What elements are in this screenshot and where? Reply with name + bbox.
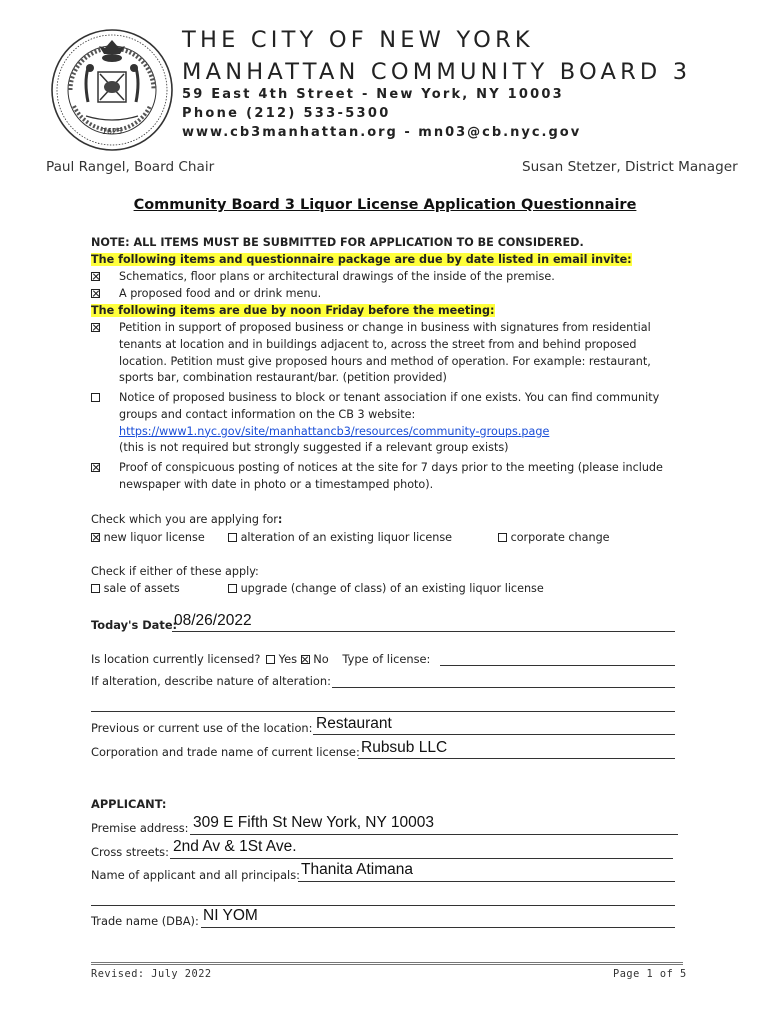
header-phone: Phone (212) 533-5300: [182, 106, 391, 121]
footer-divider-2: [91, 964, 683, 965]
premise-value: 309 E Fifth St New York, NY 10003: [193, 814, 434, 831]
applicant-name-label: Name of applicant and all principals:: [91, 868, 300, 882]
header-board: MANHATTAN COMMUNITY BOARD 3: [182, 59, 692, 85]
alteration-label: If alteration, describe nature of alteration:: [91, 674, 331, 688]
no-checkbox[interactable]: [301, 655, 310, 664]
previous-use-label: Previous or current use of the location:: [91, 721, 313, 735]
seal-year: 1625: [101, 127, 123, 136]
date-label: Today's Date:: [91, 618, 178, 632]
header-web: www.cb3manhattan.org - mn03@cb.nyc.gov: [182, 125, 582, 140]
corp-name-field[interactable]: [358, 758, 675, 759]
option-upgrade[interactable]: upgrade (change of class) of an existing liquor license: [228, 581, 544, 598]
checkbox[interactable]: [228, 584, 237, 593]
community-groups-link[interactable]: https://www1.nyc.gov/site/manhattancb3/resources/community-groups.page: [119, 424, 550, 438]
district-manager: Susan Stetzer, District Manager: [522, 159, 738, 175]
checkbox[interactable]: [498, 533, 507, 542]
header-address: 59 East 4th Street - New York, NY 10003: [182, 87, 564, 102]
date-value: 08/26/2022: [174, 612, 252, 629]
option-corporate-change[interactable]: corporate change: [498, 530, 610, 547]
checkbox[interactable]: [91, 289, 100, 298]
previous-use-value: Restaurant: [316, 715, 392, 732]
checkbox[interactable]: [91, 393, 100, 402]
email-section-heading: The following items and questionnaire package are due by date listed in email invite:: [91, 253, 632, 266]
date-field[interactable]: [172, 631, 675, 632]
option-alteration[interactable]: alteration of an existing liquor license: [228, 530, 452, 547]
trade-name-field[interactable]: [201, 927, 675, 928]
premise-field[interactable]: [190, 834, 678, 835]
applicant-heading: APPLICANT:: [91, 797, 167, 811]
previous-use-field[interactable]: [313, 734, 675, 735]
applicant-name-field[interactable]: [298, 881, 675, 882]
checkbox[interactable]: [228, 533, 237, 542]
footer-divider: [91, 962, 683, 963]
alteration-field-line2[interactable]: [91, 711, 675, 712]
applicant-name-value: Thanita Atimana: [301, 861, 414, 878]
page-title: Community Board 3 Liquor License Application Questionnaire: [133, 197, 637, 213]
applicant-name-field-line2[interactable]: [91, 905, 675, 906]
list-item-petition: Petition in support of proposed business or change in business with signatures from residential tenants at location and in buildings adjacent to, across the street from and behind proposed location. Petition must give proposed hours and method of operation. For example: restaurant, sports bar, combination restaurant/bar. (petition provided): [91, 320, 100, 337]
trade-name-label: Trade name (DBA):: [91, 914, 199, 928]
checkbox[interactable]: [91, 272, 100, 281]
licensed-question: Is location currently licensed? Yes No Type of license:: [91, 652, 431, 666]
alteration-field[interactable]: [332, 687, 675, 688]
header-city: THE CITY OF NEW YORK: [182, 27, 534, 53]
friday-section-heading: The following items are due by noon Friday before the meeting:: [91, 304, 495, 317]
revised-date: Revised: July 2022: [91, 968, 212, 980]
checkbox[interactable]: [91, 323, 100, 332]
cross-streets-label: Cross streets:: [91, 845, 169, 859]
license-type-field[interactable]: [440, 665, 675, 666]
either-apply-label: Check if either of these apply:: [91, 565, 259, 578]
list-item: Schematics, floor plans or architectural drawings of the inside of the premise.: [91, 269, 100, 286]
premise-label: Premise address:: [91, 821, 189, 835]
city-seal-logo: [50, 28, 174, 152]
cross-streets-value: 2nd Av & 1St Ave.: [173, 838, 297, 855]
option-new-license[interactable]: new liquor license: [91, 530, 205, 547]
corp-name-label: Corporation and trade name of current license:: [91, 745, 360, 759]
list-item: A proposed food and or drink menu.: [91, 286, 100, 303]
board-chair: Paul Rangel, Board Chair: [46, 159, 215, 175]
yes-checkbox[interactable]: [266, 655, 275, 664]
list-item-posting: Proof of conspicuous posting of notices at the site for 7 days prior to the meeting (please include newspaper with date in photo or a timestamped photo).: [91, 460, 100, 477]
option-sale-of-assets[interactable]: sale of assets: [91, 581, 180, 598]
checkbox[interactable]: [91, 584, 100, 593]
page-number: Page 1 of 5: [613, 968, 687, 980]
trade-name-value: NI YOM: [203, 907, 258, 924]
notice-text: NOTE: ALL ITEMS MUST BE SUBMITTED FOR APPLICATION TO BE CONSIDERED.: [91, 236, 584, 249]
checkbox[interactable]: [91, 463, 100, 472]
applying-for-label: Check which you are applying for:: [91, 513, 283, 526]
corp-name-value: Rubsub LLC: [361, 739, 448, 756]
cross-streets-field[interactable]: [170, 858, 673, 859]
list-item-notice: Notice of proposed business to block or tenant association if one exists. You can find community groups and contact information on the CB 3 website: https://www1.nyc.gov/site/manhattancb3/resources/community-groups.page (this is not required but strongly suggested if a relevant group exists): [91, 390, 100, 407]
checkbox[interactable]: [91, 533, 100, 542]
